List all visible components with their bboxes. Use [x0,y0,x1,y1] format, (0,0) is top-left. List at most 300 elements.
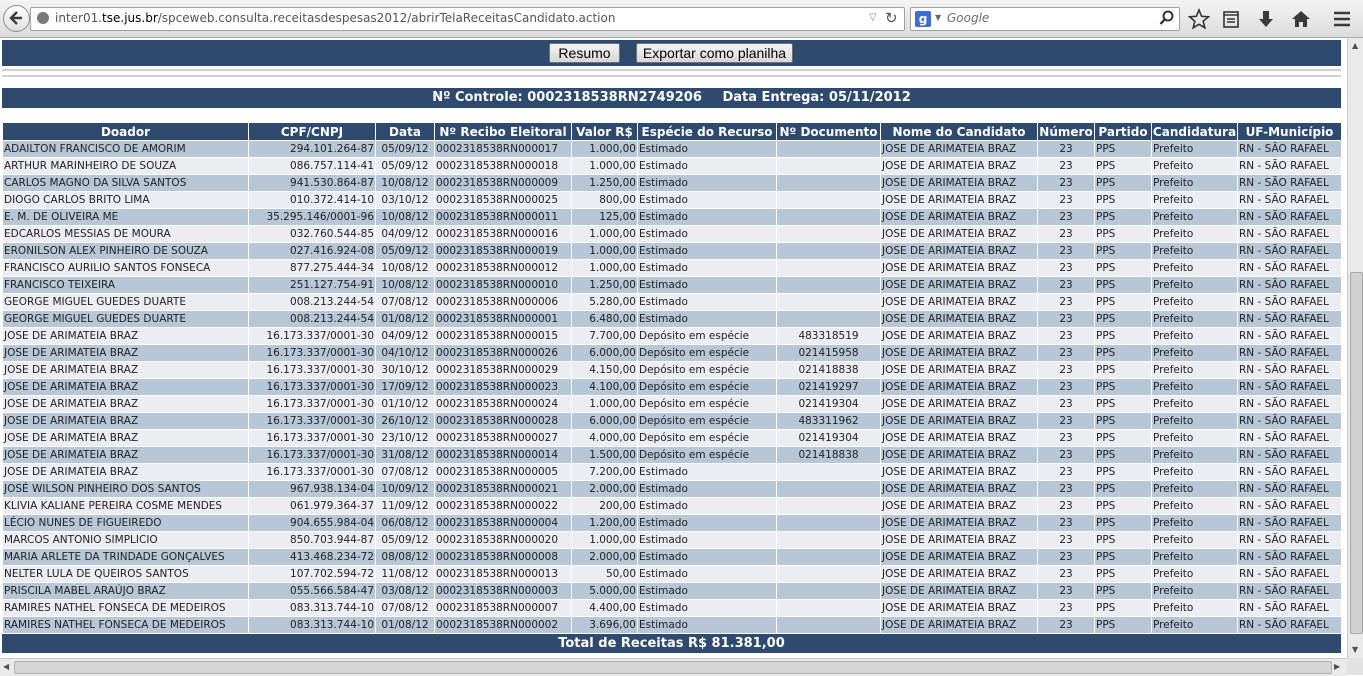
cell-especie: Depósito em espécie [638,345,777,362]
cell-data: 10/08/12 [376,175,435,192]
cell-recibo: 0002318538RN000004 [435,515,572,532]
cell-doador: GEORGE MIGUEL GUEDES DUARTE [3,294,249,311]
cell-documento: 483311962 [777,413,881,430]
cell-numero: 23 [1038,566,1095,583]
cell-data: 04/10/12 [376,345,435,362]
scroll-up-icon[interactable]: ▲ [1352,41,1359,50]
cell-numero: 23 [1038,515,1095,532]
cell-numero: 23 [1038,396,1095,413]
url-domain: tse.jus.br [102,11,158,25]
table-row [3,549,1342,566]
cell-candidatura: Prefeito [1152,396,1238,413]
cell-valor: 3.696,00 [572,617,638,634]
cell-documento: 483318519 [777,328,881,345]
cell-candidatura: Prefeito [1152,617,1238,634]
column-header-documento: Nº Documento [777,123,881,141]
cell-especie: Estimado [638,158,777,175]
cell-documento [777,481,881,498]
cell-numero: 23 [1038,583,1095,600]
cell-doador: JOSE DE ARIMATEIA BRAZ [3,379,249,396]
cell-valor: 1.000,00 [572,396,638,413]
cell-documento [777,600,881,617]
cell-especie: Estimado [638,277,777,294]
cell-data: 01/08/12 [376,617,435,634]
reload-icon[interactable]: ↻ [885,9,898,27]
cell-documento [777,209,881,226]
back-arrow-icon [8,10,24,26]
cell-partido: PPS [1095,243,1152,260]
table-row [3,243,1342,260]
cell-documento [777,549,881,566]
cell-valor: 4.000,00 [572,430,638,447]
cell-valor: 125,00 [572,209,638,226]
cell-especie: Depósito em espécie [638,447,777,464]
dropdown-icon[interactable]: ▽ [869,12,877,23]
table-row [3,260,1342,277]
cell-partido: PPS [1095,311,1152,328]
cell-recibo: 0002318538RN000007 [435,600,572,617]
cell-candidatura: Prefeito [1152,566,1238,583]
column-header-data: Data [376,123,435,141]
cell-doador: KLIVIA KALIANE PEREIRA COSME MENDES [3,498,249,515]
cell-cpf-cnpj: 850.703.944-87 [249,532,376,549]
cell-valor: 50,00 [572,566,638,583]
cell-numero: 23 [1038,192,1095,209]
cell-valor: 4.100,00 [572,379,638,396]
cell-doador: DIOGO CARLOS BRITO LIMA [3,192,249,209]
menu-icon[interactable] [1331,8,1353,30]
cell-data: 10/09/12 [376,481,435,498]
cell-recibo: 0002318538RN000029 [435,362,572,379]
cell-partido: PPS [1095,481,1152,498]
cell-especie: Estimado [638,260,777,277]
cell-doador: ADAILTON FRANCISCO DE AMORIM [3,141,249,158]
cell-data: 07/08/12 [376,294,435,311]
cell-valor: 7.700,00 [572,328,638,345]
search-engine-dropdown-icon[interactable]: ▼ [935,13,942,22]
table-row [3,294,1342,311]
cell-partido: PPS [1095,328,1152,345]
cell-recibo: 0002318538RN000022 [435,498,572,515]
table-row [3,617,1342,634]
cell-doador: FRANCISCO TEIXEIRA [3,277,249,294]
cell-doador: E. M. DE OLIVEIRA ME [3,209,249,226]
column-header-uf-municipio: UF-Município [1238,123,1342,141]
cell-doador: NELTER LULA DE QUEIROS SANTOS [3,566,249,583]
cell-doador: JOSE DE ARIMATEIA BRAZ [3,447,249,464]
cell-recibo: 0002318538RN000009 [435,175,572,192]
cell-candidatura: Prefeito [1152,549,1238,566]
cell-recibo: 0002318538RN000010 [435,277,572,294]
cell-numero: 23 [1038,311,1095,328]
cell-documento: 021419304 [777,430,881,447]
cell-doador: JOSE DE ARIMATEIA BRAZ [3,413,249,430]
cell-valor: 4.150,00 [572,362,638,379]
table-row [3,532,1342,549]
cell-especie: Estimado [638,311,777,328]
cell-uf-municipio: RN - SÃO RAFAEL [1238,430,1342,447]
table-row [3,226,1342,243]
cell-uf-municipio: RN - SÃO RAFAEL [1238,583,1342,600]
cell-candidato: JOSE DE ARIMATEIA BRAZ [881,243,1038,260]
cell-data: 26/10/12 [376,413,435,430]
cell-data: 04/09/12 [376,226,435,243]
cell-cpf-cnpj: 877.275.444-34 [249,260,376,277]
cell-partido: PPS [1095,532,1152,549]
cell-valor: 1.000,00 [572,243,638,260]
cell-partido: PPS [1095,294,1152,311]
cell-partido: PPS [1095,515,1152,532]
cell-doador: JOSE DE ARIMATEIA BRAZ [3,430,249,447]
cell-uf-municipio: RN - SÃO RAFAEL [1238,464,1342,481]
globe-icon [37,12,49,24]
bookmark-star-icon[interactable] [1188,8,1210,30]
cell-doador: CARLOS MAGNO DA SILVA SANTOS [3,175,249,192]
cell-valor: 200,00 [572,498,638,515]
cell-candidato: JOSE DE ARIMATEIA BRAZ [881,311,1038,328]
delivery-date: Data Entrega: 05/11/2012 [722,90,911,105]
table-row [3,192,1342,209]
cell-candidatura: Prefeito [1152,362,1238,379]
address-bar[interactable] [30,7,905,31]
cell-data: 05/09/12 [376,158,435,175]
cell-documento [777,277,881,294]
cell-candidatura: Prefeito [1152,175,1238,192]
cell-uf-municipio: RN - SÃO RAFAEL [1238,532,1342,549]
cell-cpf-cnpj: 032.760.544-85 [249,226,376,243]
cell-partido: PPS [1095,260,1152,277]
cell-partido: PPS [1095,583,1152,600]
cell-documento [777,260,881,277]
cell-candidato: JOSE DE ARIMATEIA BRAZ [881,498,1038,515]
table-row [3,396,1342,413]
column-header-recibo: Nº Recibo Eleitoral [435,123,572,141]
cell-recibo: 0002318538RN000016 [435,226,572,243]
cell-recibo: 0002318538RN000012 [435,260,572,277]
cell-uf-municipio: RN - SÃO RAFAEL [1238,158,1342,175]
search-icon[interactable] [1159,10,1175,26]
cell-recibo: 0002318538RN000023 [435,379,572,396]
cell-uf-municipio: RN - SÃO RAFAEL [1238,328,1342,345]
cell-valor: 1.200,00 [572,515,638,532]
cell-partido: PPS [1095,464,1152,481]
cell-valor: 800,00 [572,192,638,209]
cell-especie: Estimado [638,175,777,192]
cell-candidato: JOSE DE ARIMATEIA BRAZ [881,209,1038,226]
cell-uf-municipio: RN - SÃO RAFAEL [1238,175,1342,192]
table-row [3,362,1342,379]
scroll-left-icon[interactable]: ◀ [3,662,10,671]
table-row [3,379,1342,396]
cell-numero: 23 [1038,362,1095,379]
cell-documento [777,583,881,600]
cell-recibo: 0002318538RN000003 [435,583,572,600]
export-spreadsheet-button[interactable]: Exportar como planilha [636,43,793,63]
cell-numero: 23 [1038,226,1095,243]
cell-cpf-cnpj: 16.173.337/0001-30 [249,328,376,345]
cell-numero: 23 [1038,464,1095,481]
cell-especie: Estimado [638,515,777,532]
cell-documento [777,515,881,532]
cell-especie: Depósito em espécie [638,328,777,345]
control-number: Nº Controle: 0002318538RN2749206 [432,90,702,105]
cell-doador: JOSE DE ARIMATEIA BRAZ [3,328,249,345]
cell-partido: PPS [1095,379,1152,396]
cell-especie: Estimado [638,209,777,226]
cell-recibo: 0002318538RN000013 [435,566,572,583]
cell-numero: 23 [1038,481,1095,498]
cell-uf-municipio: RN - SÃO RAFAEL [1238,192,1342,209]
cell-candidato: JOSE DE ARIMATEIA BRAZ [881,566,1038,583]
cell-data: 10/08/12 [376,260,435,277]
cell-numero: 23 [1038,600,1095,617]
cell-candidato: JOSE DE ARIMATEIA BRAZ [881,447,1038,464]
cell-cpf-cnpj: 16.173.337/0001-30 [249,345,376,362]
cell-documento [777,141,881,158]
cell-recibo: 0002318538RN000018 [435,158,572,175]
cell-candidato: JOSE DE ARIMATEIA BRAZ [881,464,1038,481]
cell-especie: Depósito em espécie [638,430,777,447]
divider [2,69,1341,71]
cell-partido: PPS [1095,413,1152,430]
cell-candidatura: Prefeito [1152,430,1238,447]
search-input[interactable]: Google [947,11,990,25]
cell-cpf-cnpj: 16.173.337/0001-30 [249,413,376,430]
table-row [3,583,1342,600]
resumo-button[interactable]: Resumo [549,43,620,63]
action-bar [2,40,1341,66]
cell-numero: 23 [1038,379,1095,396]
cell-data: 05/09/12 [376,141,435,158]
cell-cpf-cnpj: 027.416.924-08 [249,243,376,260]
horizontal-scroll-thumb[interactable] [14,661,1332,674]
cell-recibo: 0002318538RN000020 [435,532,572,549]
table-row [3,515,1342,532]
cell-cpf-cnpj: 251.127.754-91 [249,277,376,294]
cell-doador: MARIA ARLETE DA TRINDADE GONÇALVES [3,549,249,566]
table-row [3,345,1342,362]
cell-especie: Estimado [638,464,777,481]
cell-cpf-cnpj: 904.655.984-04 [249,515,376,532]
cell-doador: JOSE DE ARIMATEIA BRAZ [3,345,249,362]
back-button[interactable] [3,5,30,32]
cell-partido: PPS [1095,362,1152,379]
cell-especie: Estimado [638,617,777,634]
cell-especie: Estimado [638,498,777,515]
cell-especie: Estimado [638,141,777,158]
cell-valor: 1.250,00 [572,277,638,294]
cell-numero: 23 [1038,549,1095,566]
cell-documento: 021418838 [777,447,881,464]
cell-uf-municipio: RN - SÃO RAFAEL [1238,396,1342,413]
url-prefix: inter01. [55,11,103,25]
cell-recibo: 0002318538RN000015 [435,328,572,345]
cell-data: 03/10/12 [376,192,435,209]
url-text[interactable] [55,11,615,25]
cell-doador: GEORGE MIGUEL GUEDES DUARTE [3,311,249,328]
cell-numero: 23 [1038,413,1095,430]
cell-data: 10/08/12 [376,209,435,226]
cell-cpf-cnpj: 35.295.146/0001-96 [249,209,376,226]
cell-candidatura: Prefeito [1152,294,1238,311]
cell-uf-municipio: RN - SÃO RAFAEL [1238,600,1342,617]
cell-candidato: JOSE DE ARIMATEIA BRAZ [881,328,1038,345]
cell-partido: PPS [1095,345,1152,362]
cell-candidatura: Prefeito [1152,345,1238,362]
cell-candidatura: Prefeito [1152,379,1238,396]
cell-especie: Depósito em espécie [638,362,777,379]
cell-recibo: 0002318538RN000006 [435,294,572,311]
vertical-scroll-thumb[interactable] [1350,272,1363,634]
cell-candidatura: Prefeito [1152,515,1238,532]
table-row [3,413,1342,430]
cell-recibo: 0002318538RN000026 [435,345,572,362]
cell-numero: 23 [1038,447,1095,464]
cell-numero: 23 [1038,277,1095,294]
cell-documento [777,498,881,515]
cell-doador: ERONILSON ALEX PINHEIRO DE SOUZA [3,243,249,260]
cell-candidato: JOSE DE ARIMATEIA BRAZ [881,515,1038,532]
cell-documento: 021419304 [777,396,881,413]
cell-doador: PRISCILA MABEL ARAÚJO BRAZ [3,583,249,600]
cell-candidatura: Prefeito [1152,600,1238,617]
horizontal-scrollbar[interactable] [0,658,1347,676]
scroll-down-icon[interactable]: ▼ [1352,645,1359,654]
cell-candidatura: Prefeito [1152,498,1238,515]
home-icon[interactable] [1290,8,1312,30]
cell-uf-municipio: RN - SÃO RAFAEL [1238,277,1342,294]
column-header-candidatura: Candidatura [1152,124,1237,139]
cell-doador: JOSE DE ARIMATEIA BRAZ [3,464,249,481]
cell-candidato: JOSE DE ARIMATEIA BRAZ [881,345,1038,362]
cell-recibo: 0002318538RN000005 [435,464,572,481]
cell-candidato: JOSE DE ARIMATEIA BRAZ [881,430,1038,447]
column-header-especie: Espécie do Recurso [638,123,777,141]
cell-data: 03/08/12 [376,583,435,600]
vertical-scrollbar[interactable] [1347,38,1363,658]
cell-data: 17/09/12 [376,379,435,396]
cell-uf-municipio: RN - SÃO RAFAEL [1238,481,1342,498]
cell-cpf-cnpj: 055.566.584-47 [249,583,376,600]
cell-cpf-cnpj: 294.101.264-87 [249,141,376,158]
cell-data: 11/08/12 [376,566,435,583]
cell-valor: 5.000,00 [572,583,638,600]
cell-partido: PPS [1095,447,1152,464]
cell-candidato: JOSE DE ARIMATEIA BRAZ [881,192,1038,209]
cell-cpf-cnpj: 16.173.337/0001-30 [249,464,376,481]
receipts-table [2,122,1342,634]
cell-candidatura: Prefeito [1152,464,1238,481]
search-box[interactable] [910,7,1180,31]
cell-doador: MARCOS ANTONIO SIMPLICIO [3,532,249,549]
cell-especie: Estimado [638,243,777,260]
control-header [2,88,1341,108]
table-row [3,600,1342,617]
cell-data: 11/09/12 [376,498,435,515]
cell-numero: 23 [1038,209,1095,226]
cell-uf-municipio: RN - SÃO RAFAEL [1238,294,1342,311]
cell-documento [777,243,881,260]
table-row [3,209,1342,226]
cell-cpf-cnpj: 16.173.337/0001-30 [249,379,376,396]
cell-doador: RAMIRES NATHEL FONSECA DE MEDEIROS [3,600,249,617]
column-header-doador: Doador [3,123,249,141]
cell-uf-municipio: RN - SÃO RAFAEL [1238,141,1342,158]
cell-candidato: JOSE DE ARIMATEIA BRAZ [881,379,1038,396]
cell-recibo: 0002318538RN000014 [435,447,572,464]
cell-cpf-cnpj: 061.979.364-37 [249,498,376,515]
cell-valor: 2.000,00 [572,481,638,498]
cell-candidatura: Prefeito [1152,583,1238,600]
cell-recibo: 0002318538RN000019 [435,243,572,260]
cell-especie: Estimado [638,549,777,566]
cell-candidato: JOSE DE ARIMATEIA BRAZ [881,617,1038,634]
table-row [3,566,1342,583]
cell-numero: 23 [1038,243,1095,260]
cell-numero: 23 [1038,158,1095,175]
column-header-partido: Partido [1095,123,1152,141]
cell-data: 06/08/12 [376,515,435,532]
cell-doador: JOSE DE ARIMATEIA BRAZ [3,396,249,413]
download-icon[interactable] [1255,8,1277,30]
cell-doador: JOSÉ WILSON PINHEIRO DOS SANTOS [3,481,249,498]
cell-especie: Estimado [638,532,777,549]
cell-documento [777,294,881,311]
cell-doador: ARTHUR MARINHEIRO DE SOUZA [3,158,249,175]
cell-cpf-cnpj: 083.313.744-10 [249,617,376,634]
cell-especie: Estimado [638,481,777,498]
cell-recibo: 0002318538RN000017 [435,141,572,158]
cell-cpf-cnpj: 008.213.244-54 [249,311,376,328]
cell-valor: 5.280,00 [572,294,638,311]
cell-candidatura: Prefeito [1152,192,1238,209]
column-header-valor: Valor R$ [572,123,638,141]
cell-data: 10/08/12 [376,277,435,294]
cell-documento: 021415958 [777,345,881,362]
table-row [3,311,1342,328]
cell-candidatura: Prefeito [1152,532,1238,549]
cell-data: 23/10/12 [376,430,435,447]
cell-documento [777,175,881,192]
cell-partido: PPS [1095,209,1152,226]
cell-valor: 6.480,00 [572,311,638,328]
column-header-candidato: Nome do Candidato [881,123,1038,141]
reading-list-icon[interactable] [1220,8,1242,30]
table-row [3,158,1342,175]
browser-toolbar [0,0,1363,38]
scrollbar-corner [1347,658,1363,675]
cell-uf-municipio: RN - SÃO RAFAEL [1238,447,1342,464]
google-icon[interactable]: g [915,11,931,27]
cell-partido: PPS [1095,430,1152,447]
cell-candidatura: Prefeito [1152,243,1238,260]
cell-especie: Estimado [638,192,777,209]
cell-numero: 23 [1038,141,1095,158]
cell-data: 01/10/12 [376,396,435,413]
cell-uf-municipio: RN - SÃO RAFAEL [1238,566,1342,583]
cell-partido: PPS [1095,600,1152,617]
cell-recibo: 0002318538RN000027 [435,430,572,447]
cell-candidato: JOSE DE ARIMATEIA BRAZ [881,532,1038,549]
cell-recibo: 0002318538RN000011 [435,209,572,226]
total-receipts: Total de Receitas R$ 81.381,00 [2,634,1341,653]
cell-uf-municipio: RN - SÃO RAFAEL [1238,617,1342,634]
cell-cpf-cnpj: 107.702.594-72 [249,566,376,583]
scroll-right-icon[interactable]: ▶ [1334,662,1341,671]
cell-recibo: 0002318538RN000008 [435,549,572,566]
cell-numero: 23 [1038,498,1095,515]
table-row [3,447,1342,464]
